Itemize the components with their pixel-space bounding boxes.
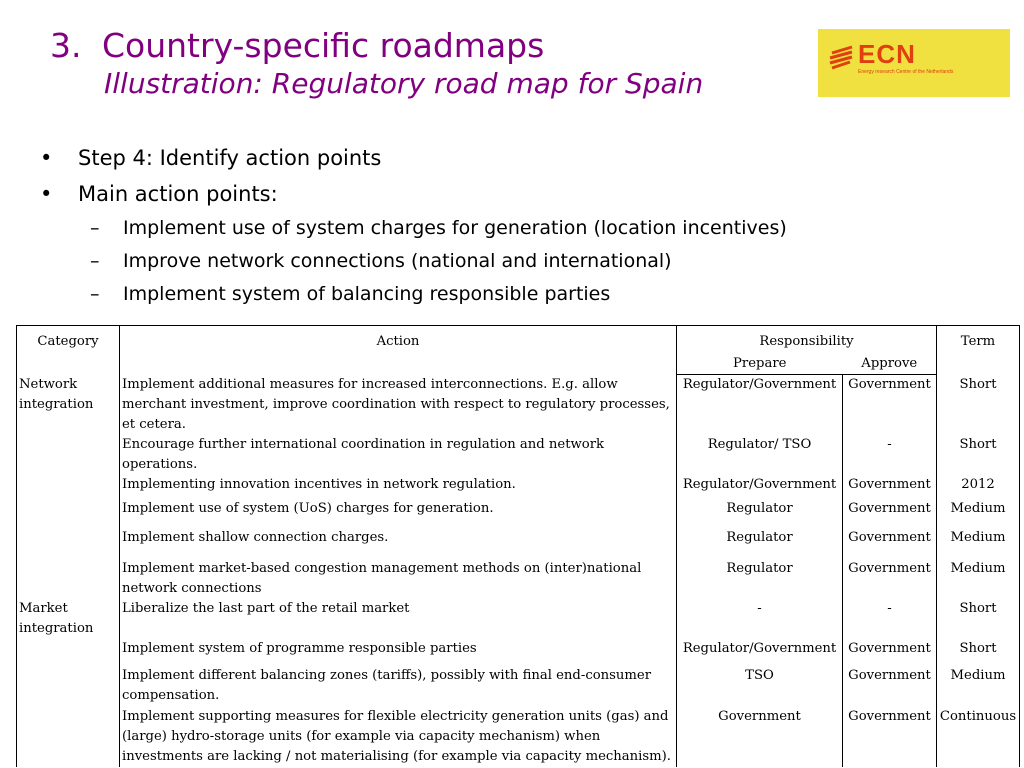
row-action: Implement shallow connection charges.: [120, 528, 677, 559]
row-prepare: TSO: [677, 666, 843, 707]
row-action: Implement market-based congestion management methods on (inter)national network connections: [120, 559, 677, 599]
logo-name: ECN: [858, 39, 916, 69]
row-category: Market integration: [17, 599, 120, 639]
header-category: Category: [17, 326, 120, 375]
row-category: [17, 639, 120, 666]
row-approve: Government: [843, 499, 937, 528]
header-prepare: Prepare: [677, 352, 843, 375]
row-action: Implement supporting measures for flexible electricity generation units (gas) and (large) hydro-storage units (for example via capacity mechanism) when investments are lacking / not materialising (for example via capacity mechanism).: [120, 707, 677, 767]
bullet-list: [40, 144, 381, 216]
sub-bullet-item: – Implement use of system charges for generation (location incentives): [90, 217, 787, 239]
row-category: [17, 559, 120, 599]
row-action: Implement use of system (UoS) charges for generation.: [120, 499, 677, 528]
roadmap-table: [16, 325, 1020, 767]
table-row: [17, 499, 1020, 528]
row-category: [17, 528, 120, 559]
bullet-item: • Main action points:: [40, 182, 278, 206]
row-approve: Government: [843, 559, 937, 599]
title-text: Country-specific roadmaps: [102, 26, 545, 65]
row-approve: -: [843, 435, 937, 475]
row-prepare: Regulator: [677, 528, 843, 559]
row-prepare: Regulator/Government: [677, 639, 843, 666]
row-category: [17, 666, 120, 707]
table-row: [17, 375, 1020, 435]
row-approve: Government: [843, 666, 937, 707]
row-approve: -: [843, 599, 937, 639]
row-term: Medium: [937, 499, 1020, 528]
row-action: Implement different balancing zones (tariffs), possibly with final end-consumer compensation.: [120, 666, 677, 707]
header-action: Action: [120, 326, 677, 375]
row-category: [17, 499, 120, 528]
table-body: [17, 375, 1020, 767]
row-prepare: Regulator/ TSO: [677, 435, 843, 475]
header-approve: Approve: [843, 352, 937, 375]
logo-tagline: Energy research Centre of the Netherlands: [858, 69, 954, 75]
table-row: [17, 435, 1020, 475]
row-prepare: Regulator/Government: [677, 375, 843, 435]
title-main: [50, 26, 703, 66]
row-term: Medium: [937, 528, 1020, 559]
row-approve: Government: [843, 375, 937, 435]
slide-title: [50, 26, 703, 102]
header-responsibility: Responsibility: [677, 326, 937, 353]
bullet-item: • Step 4: Identify action points: [40, 146, 382, 170]
sub-bullet-list: [90, 215, 787, 314]
table-row: [17, 599, 1020, 639]
row-prepare: Regulator/Government: [677, 475, 843, 499]
row-term: Medium: [937, 666, 1020, 707]
row-prepare: Government: [677, 707, 843, 767]
ecn-logo: [818, 29, 1010, 97]
sub-bullet-item: – Implement system of balancing responsible parties: [90, 283, 611, 305]
row-category: [17, 707, 120, 767]
table-row: [17, 475, 1020, 499]
row-action: Encourage further international coordination in regulation and network operations.: [120, 435, 677, 475]
row-approve: Government: [843, 639, 937, 666]
row-action: Implement additional measures for increased interconnections. E.g. allow merchant investment, improve coordination with respect to regulatory processes, et cetera.: [120, 375, 677, 435]
table-row: [17, 559, 1020, 599]
table-row: [17, 707, 1020, 767]
row-term: Short: [937, 435, 1020, 475]
row-approve: Government: [843, 475, 937, 499]
table-row: [17, 528, 1020, 559]
table-row: [17, 639, 1020, 666]
row-action: Implementing innovation incentives in network regulation.: [120, 475, 677, 499]
row-term: Continuous: [937, 707, 1020, 767]
table-row: [17, 666, 1020, 707]
row-approve: Government: [843, 707, 937, 767]
row-prepare: Regulator: [677, 559, 843, 599]
row-term: 2012: [937, 475, 1020, 499]
row-prepare: -: [677, 599, 843, 639]
row-category: [17, 435, 120, 475]
row-prepare: Regulator: [677, 499, 843, 528]
header-term: Term: [937, 326, 1020, 375]
title-number: 3.: [50, 26, 82, 65]
row-action: Implement system of programme responsible parties: [120, 639, 677, 666]
sub-bullet-item: – Improve network connections (national and international): [90, 250, 672, 272]
row-category: [17, 475, 120, 499]
ecn-logo-icon: [828, 43, 856, 71]
row-category: Network integration: [17, 375, 120, 435]
title-subtitle: Illustration: Regulatory road map for Spain: [104, 67, 704, 100]
row-action: Liberalize the last part of the retail market: [120, 599, 677, 639]
row-term: Medium: [937, 559, 1020, 599]
row-term: Short: [937, 599, 1020, 639]
table-header-row: [17, 326, 1020, 353]
row-approve: Government: [843, 528, 937, 559]
row-term: Short: [937, 639, 1020, 666]
row-term: Short: [937, 375, 1020, 435]
